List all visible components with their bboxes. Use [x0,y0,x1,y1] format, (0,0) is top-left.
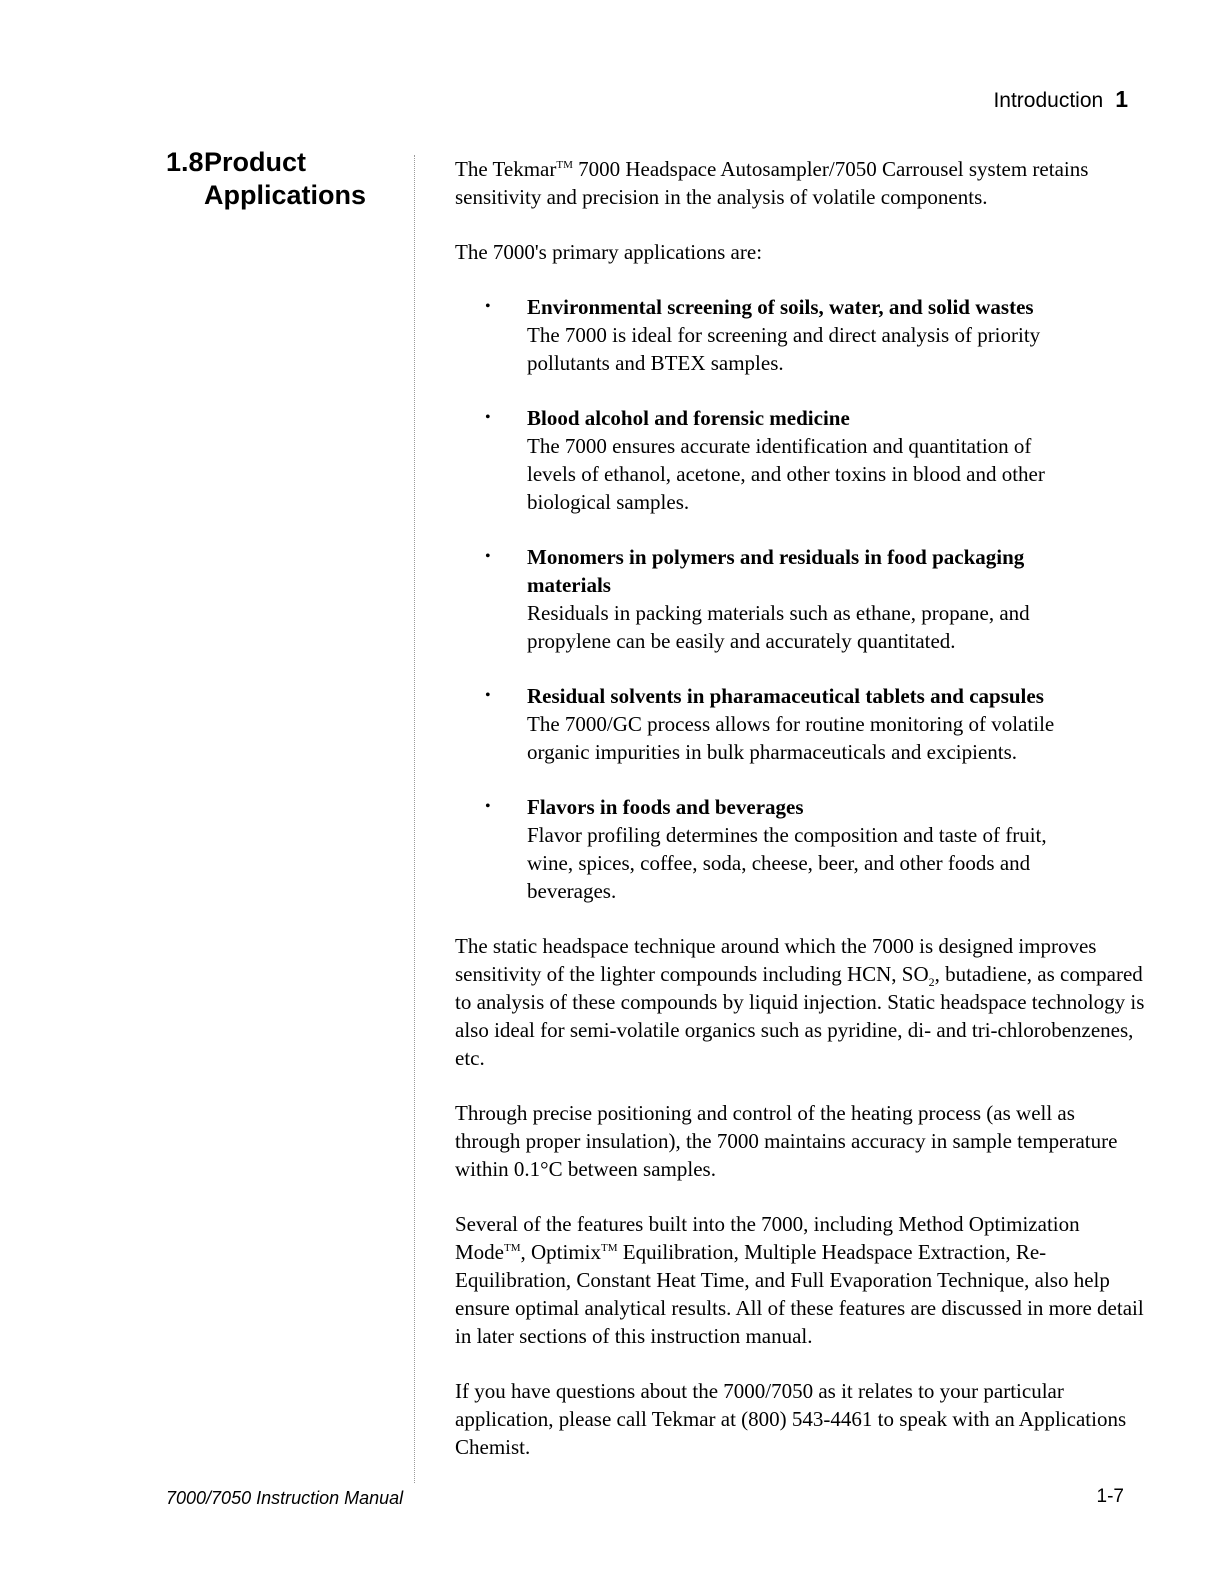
intro-text-a: The Tekmar [455,157,557,181]
bullet-icon: • [485,687,491,704]
bullet-icon: • [485,798,491,815]
application-title: Environmental screening of soils, water, and solid wastes [527,295,1034,319]
section-heading [166,146,366,212]
static-headspace-paragraph [455,932,1145,1072]
features-text-c: Equilibration, Multiple Headspace Extraction, Re-Equilibration, Constant Heat Time, and Full Evaporation Technique, also help ensure optimal analytical results. All of these features are discussed in more detail in later sections of this instruction manual. [455,1240,1144,1348]
running-header [993,86,1128,113]
features-text-a: Several of the features built into the 7000, including Method Optimization Mode [455,1212,1080,1264]
static-headspace-text-a: The static headspace technique around which the 7000 is designed improves sensitivity of the lighter compounds including HCN, SO [455,934,1097,986]
application-description: The 7000 ensures accurate identification and quantitation of levels of ethanol, acetone, and other toxins in blood and other biological samples. [527,434,1045,514]
section-title-line1: Product [204,147,307,177]
list-item [455,293,1145,377]
application-description: The 7000/GC process allows for routine monitoring of volatile organic impurities in bulk pharmaceuticals and excipients. [527,712,1055,764]
header-chapter-number: 1 [1115,86,1128,112]
section-number: 1.8 [166,147,204,177]
static-headspace-text-b: , butadiene, as compared to analysis of these compounds by liquid injection. Static headspace technology is also ideal for semi-volatile organics such as pyridine, di- and tri-chlorobenzenes, etc. [455,962,1145,1070]
intro-paragraph [455,155,1145,211]
body-text [455,155,1145,1488]
application-description: Residuals in packing materials such as ethane, propane, and propylene can be easily and accurately quantitated. [527,601,1030,653]
application-title: Blood alcohol and forensic medicine [527,406,850,430]
bullet-icon: • [485,548,491,565]
contact-paragraph: If you have questions about the 7000/7050 as it relates to your particular application, please call Tekmar at (800) 543-4461 to speak with an Applications Chemist. [455,1379,1127,1459]
application-title: Residual solvents in pharamaceutical tablets and capsules [527,684,1044,708]
features-text-b: , Optimix [520,1240,602,1264]
list-item [455,404,1145,516]
application-title: Monomers in polymers and residuals in food packaging materials [527,545,1025,597]
application-description: The 7000 is ideal for screening and direct analysis of priority pollutants and BTEX samples. [527,323,1041,375]
applications-list [455,293,1145,905]
section-title-line2: Applications [204,180,367,210]
header-section-title: Introduction [993,89,1104,112]
features-paragraph [455,1210,1145,1350]
footer-manual-title: 7000/7050 Instruction Manual [166,1488,404,1508]
list-item [455,543,1145,655]
applications-lead: The 7000's primary applications are: [455,240,763,264]
list-item [455,793,1145,905]
intro-text-b: 7000 Headspace Autosampler/7050 Carrousel system retains sensitivity and precision in the analysis of volatile components. [455,157,1089,209]
list-item [455,682,1145,766]
application-description: Flavor profiling determines the composition and taste of fruit, wine, spices, coffee, soda, cheese, beer, and other foods and beverages. [527,823,1047,903]
trademark-symbol: TM [556,159,573,171]
bullet-icon: • [485,409,491,426]
application-title: Flavors in foods and beverages [527,795,804,819]
margin-rule [414,155,415,1483]
trademark-symbol: TM [601,1242,618,1254]
footer-page-number: 1-7 [1096,1486,1124,1507]
trademark-symbol: TM [504,1242,521,1254]
subscript-2: 2 [928,975,935,989]
positioning-paragraph: Through precise positioning and control of the heating process (as well as through proper insulation), the 7000 maintains accuracy in sample temperature within 0.1°C between samples. [455,1101,1118,1181]
bullet-icon: • [485,298,491,315]
